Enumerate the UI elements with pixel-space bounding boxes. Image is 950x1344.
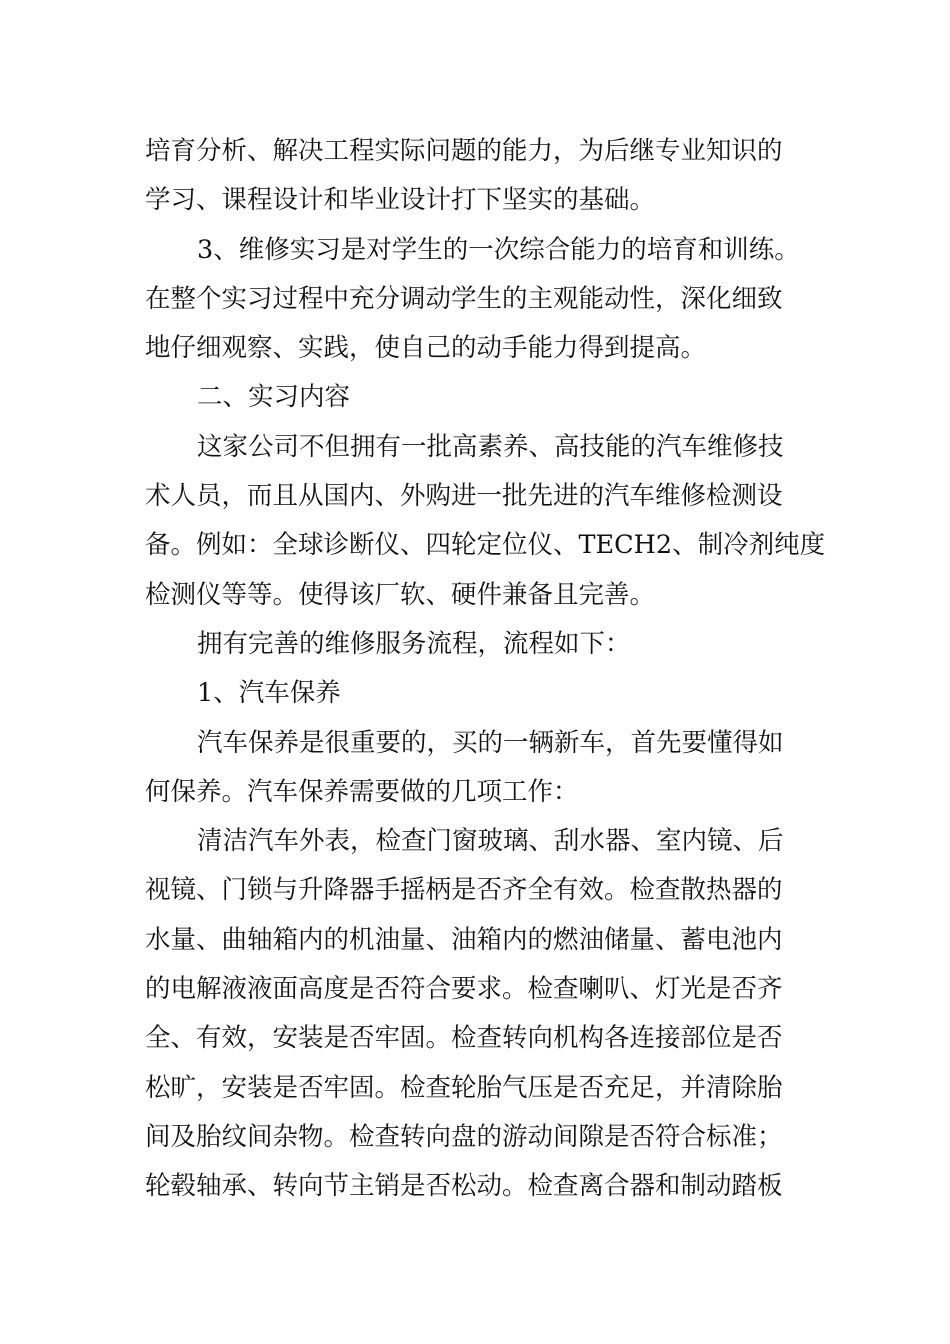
- text-line: 何保养。汽车保养需要做的几项工作：: [145, 776, 579, 807]
- text-line: 拥有完善的维修服务流程，流程如下：: [197, 628, 631, 659]
- text-line: 水量、曲轴箱内的机油量、油箱内的燃油储量、蓄电池内: [145, 924, 783, 955]
- subsection-heading: 1、汽车保养: [197, 678, 341, 709]
- text-line: 汽车保养是很重要的，买的一辆新车，首先要懂得如: [197, 727, 784, 758]
- text-line: 术人员，而且从国内、外购进一批先进的汽车维修检测设: [145, 481, 783, 512]
- text-line: 轮毂轴承、转向节主销是否松动。检查离合器和制动踏板: [145, 1171, 783, 1202]
- text-line: 地仔细观察、实践，使自己的动手能力得到提高。: [145, 333, 707, 364]
- text-line: 清洁汽车外表，检查门窗玻璃、刮水器、室内镜、后: [197, 826, 784, 857]
- text-line: 视镜、门锁与升降器手摇柄是否齐全有效。检查散热器的: [145, 875, 783, 906]
- text-line: 检测仪等等。使得该厂软、硬件兼备且完善。: [145, 579, 656, 610]
- text-line: 这家公司不但拥有一批高素养、高技能的汽车维修技: [197, 431, 784, 462]
- document-body: [145, 127, 826, 1212]
- section-heading: 二、实习内容: [197, 382, 351, 413]
- text-line: 3、维修实习是对学生的一次综合能力的培育和训练。: [197, 234, 800, 265]
- text-line: 学习、课程设计和毕业设计打下坚实的基础。: [145, 185, 656, 216]
- text-line: 全、有效，安装是否牢固。检查转向机构各连接部位是否: [145, 1023, 783, 1054]
- text-line: 间及胎纹间杂物。检查转向盘的游动间隙是否符合标准；: [145, 1121, 783, 1152]
- text-line: 松旷，安装是否牢固。检查轮胎气压是否充足，并清除胎: [145, 1072, 783, 1103]
- text-line: 在整个实习过程中充分调动学生的主观能动性，深化细致: [145, 283, 783, 314]
- text-line: 培育分析、解决工程实际问题的能力，为后继专业知识的: [145, 136, 783, 166]
- text-line: 备。例如：全球诊断仪、四轮定位仪、TECH2、制冷剂纯度: [145, 530, 826, 561]
- text-line: 的电解液液面高度是否符合要求。检查喇叭、灯光是否齐: [145, 974, 783, 1005]
